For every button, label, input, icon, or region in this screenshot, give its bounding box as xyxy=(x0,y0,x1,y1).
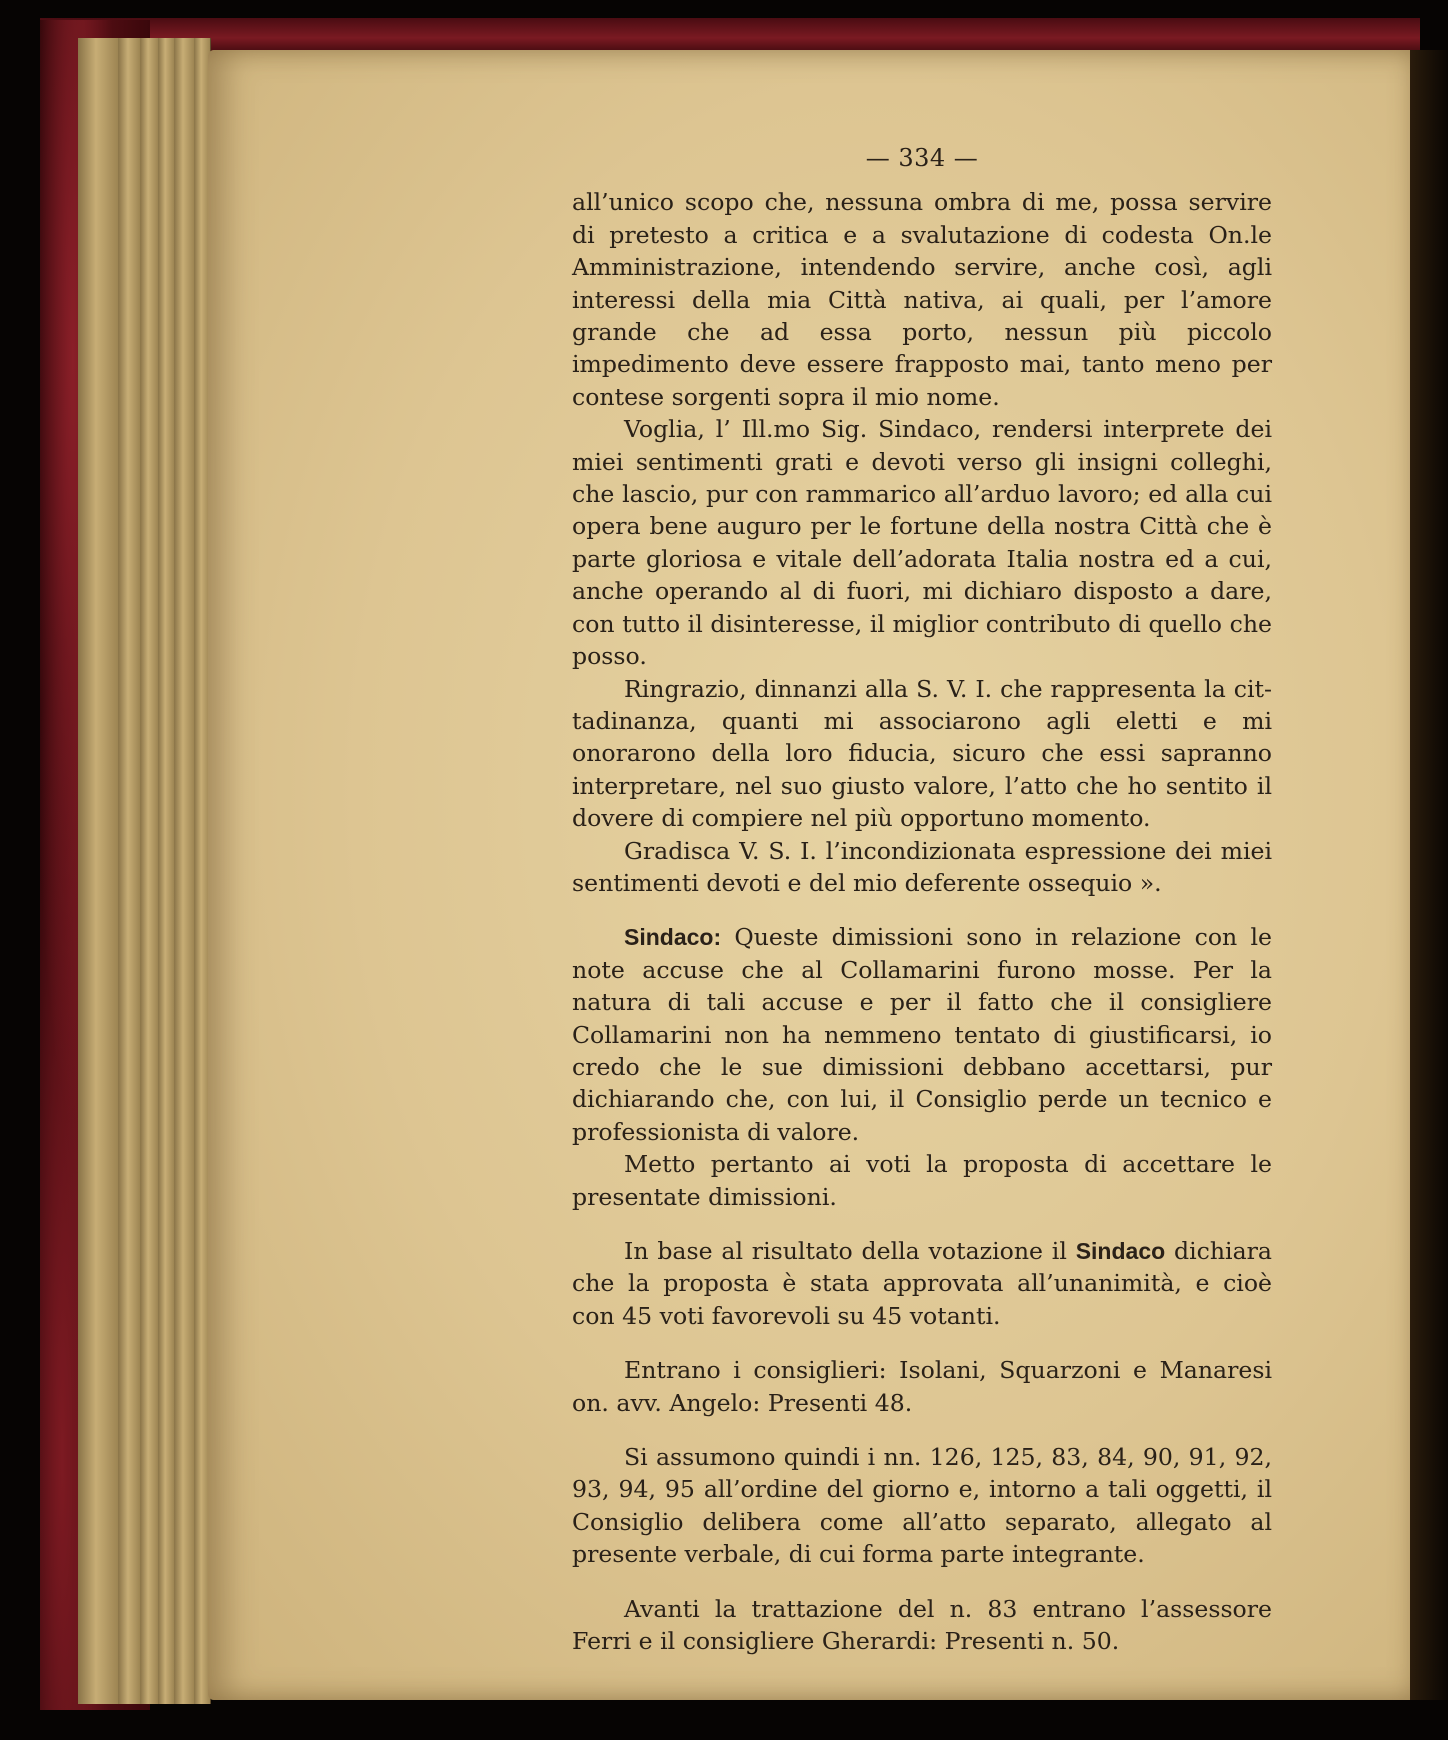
paragraph: Entrano i consiglieri: Isolani, Squarzoni e Manaresi on. avv. Angelo: Presenti 48. xyxy=(572,1356,1272,1417)
paragraph: Si assumono quindi i nn. 126, 125, 83, 84, 90, 91, 92, 93, 94, 95 all’ordine del giorno e, intorno a tali oggetti, il Consiglio delibera come all’atto separato, allegato al presente verbale, di cui forma parte integrante. xyxy=(572,1443,1272,1569)
paragraph-text: Queste dimissioni sono in relazione con le note accuse che al Collamarini furono mosse. Per la natura di tali accuse e per il fatto che il consigliere Collamarini non ha nemmeno tentato di giustificarsi, io credo che le sue dimissioni debbano accettarsi, pur dichiarando che, con lui, il Consiglio perde un tecnico e professionista di valore. xyxy=(572,923,1272,1146)
paragraph-text: dichiara che la proposta è stata approvata all’unanimità, e cioè con 45 voti favorevoli su 45 votanti. xyxy=(572,1237,1272,1330)
paragraph-text: In base al risultato della votazione il xyxy=(624,1237,1076,1265)
page-edge xyxy=(158,38,175,1704)
paragraph: Gradisca V. S. I. l’incondizionata espressione dei miei sentimenti devoti e del mio deferente ossequio ». xyxy=(572,836,1272,897)
paragraph: Metto pertanto ai voti la proposta di accettare le presentate dimissioni. xyxy=(572,1150,1272,1211)
page-text xyxy=(572,142,1272,1657)
paragraph: Ringrazio, dinnanzi alla S. V. I. che rappresenta la cittadinanza, quanti mi associarono agli eletti e mi onorarono della loro fiducia, sicuro che essi sapranno interpretare, nel suo giusto valore, l’atto che ho sentito il dovere di compiere nel più opportuno momento. xyxy=(572,674,1272,833)
paragraph: Avanti la trattazione del n. 83 entrano l’assessore Ferri e il consigliere Gherardi: Presenti n. 50. xyxy=(572,1594,1272,1656)
paragraph: Voglia, l’ Ill.mo Sig. Sindaco, rendersi interprete dei miei sentimenti grati e devoti verso gli insigni colleghi, che lascio, pur con rammarico all’arduo lavoro; ed alla cui opera bene auguro per le fortune della nostra Città che è parte gloriosa e vitale dell’adorata Italia nostra ed a cui, anche operando al di fuori, mi dichiaro disposto a dare, con tutto il disinteresse, il miglior contributo di quello che posso. xyxy=(572,415,1272,671)
speaker-label: Sindaco: xyxy=(624,924,722,951)
paragraph-sindaco-statement xyxy=(572,921,1272,1148)
page-edge xyxy=(78,38,119,1704)
page-edge xyxy=(140,38,159,1704)
page-number: — 334 — xyxy=(865,144,979,172)
page-edge xyxy=(118,38,141,1704)
speaker-label: Sindaco xyxy=(1075,1238,1166,1264)
page-edge xyxy=(174,38,195,1704)
paragraph: all’unico scopo che, nessuna ombra di me, possa servire di pretesto a critica e a svalutazione di codesta On.le Amministrazione, intendendo servire, anche così, agli interessi della mia Città nativa, ai quali, per l’amore grande che ad essa porto, nessun più piccolo impedimento deve essere frapposto mai, tanto meno per contese sorgenti sopra il mio nome. xyxy=(572,188,1272,411)
page-gutter-shadow xyxy=(1410,50,1448,1700)
paragraph-vote-result xyxy=(572,1235,1272,1332)
